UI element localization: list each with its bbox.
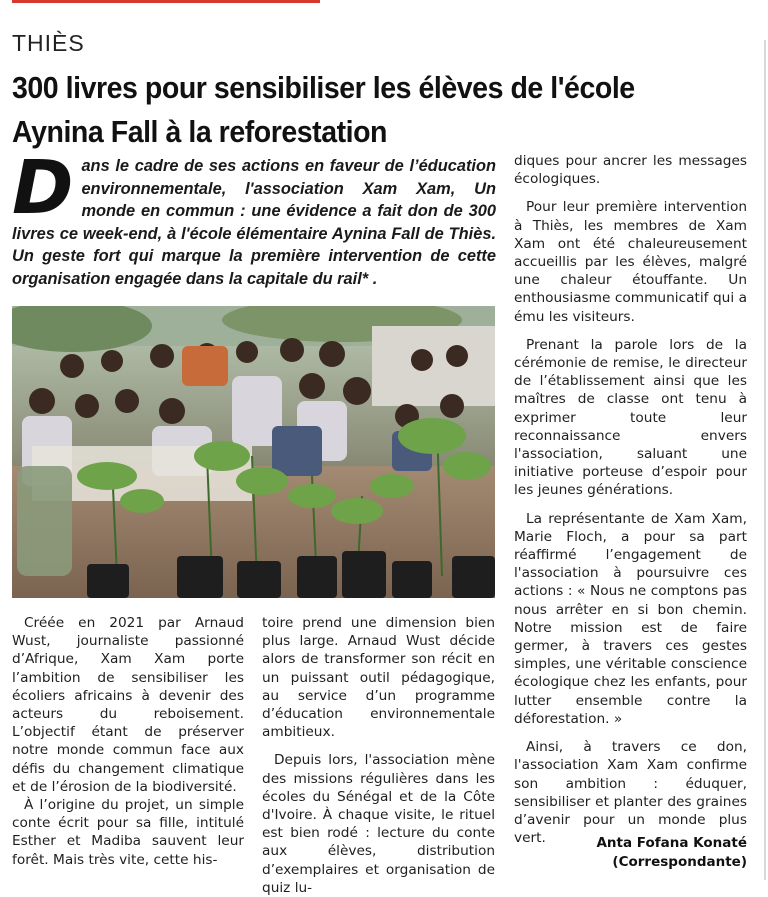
paragraph: Ainsi, à travers ce don, l'association Xam Xam confirme son ambition : éduquer, sensibiliser et planter des graines d’avenir pour un monde plus vert. xyxy=(514,739,747,847)
article-headline: 300 livres pour sensibiliser les élèves de l'école Aynina Fall à la reforestation xyxy=(12,70,635,149)
article-column-2 xyxy=(262,614,495,897)
article-photo xyxy=(12,306,495,598)
top-accent-rule xyxy=(12,0,320,3)
article-column-3 xyxy=(514,152,747,847)
drop-cap: D xyxy=(12,145,74,231)
page-edge-rule xyxy=(764,40,766,880)
section-label: THIÈS xyxy=(12,30,85,56)
paragraph: La représentante de Xam Xam, Marie Floch, a pour sa part réaffirmé l’engagement de l'association à poursuivre ces actions : « Nous ne comptons pas nous arrêter en si bon chemin. Notre mission est de faire germer, à travers ces gestes simples, une véritable conscience écologique chez les enfants, pour lutter ensemble contre la déforestation. » xyxy=(514,510,747,727)
paragraph: diques pour ancrer les messages écologiques. xyxy=(514,153,747,188)
paragraph: À l’origine du projet, un simple conte écrit pour sa fille, intitulé Esther et Madiba sauvent leur forêt. Mais très vite, cette his- xyxy=(12,797,244,868)
paragraph: Prenant la parole lors de la cérémonie de remise, le directeur de l’établissement ainsi que les maîtres de classe ont tenu à exprimer toute leur reconnaissance envers l'association, saluant une initiative porteuse d’espoir pour les jeunes générations. xyxy=(514,336,747,499)
article-lede xyxy=(12,145,496,291)
paragraph: Pour leur première intervention à Thiès, les membres de Xam Xam ont été chaleureusement accueillis par les élèves, malgré une chaleur étouffante. Un enthousiasme communicatif qui a ému les visiteurs. xyxy=(514,199,747,325)
paragraph: Créée en 2021 par Arnaud Wust, journaliste passionné d’Afrique, Xam Xam porte l’ambition de sensibiliser les écoliers africains à devenir des acteurs du reboisement. L’objectif étant de préserver notre monde commun face aux défis du changement climatique et de l’érosion de la biodiversité. xyxy=(12,615,244,795)
paragraph: Depuis lors, l'association mène des missions régulières dans les écoles du Sénégal et de la Côte d'Ivoire. À chaque visite, le rituel est bien rodé : lecture du conte aux élèves, distribution d’exemplaires et organisation de quiz lu- xyxy=(262,752,495,896)
lede-text: ans le cadre de ses actions en faveur de l’éducation environnementale, l'association Xam Xam, Un monde en commun : une évidence a fait don de 300 livres ce week-end, à l'école élémentaire Aynina Fall de Thiès. Un geste fort qui marque la première intervention de cette organisation engagée dans la capitale du rail* . xyxy=(12,157,496,288)
article-column-1 xyxy=(12,614,244,869)
author-byline: Anta Fofana Konaté (Correspondante) xyxy=(596,835,747,870)
paragraph: toire prend une dimension bien plus large. Arnaud Wust décide alors de transformer son récit en un puissant outil pédagogique, au service d’un programme d’éducation environnementale ambitieux. xyxy=(262,615,495,741)
